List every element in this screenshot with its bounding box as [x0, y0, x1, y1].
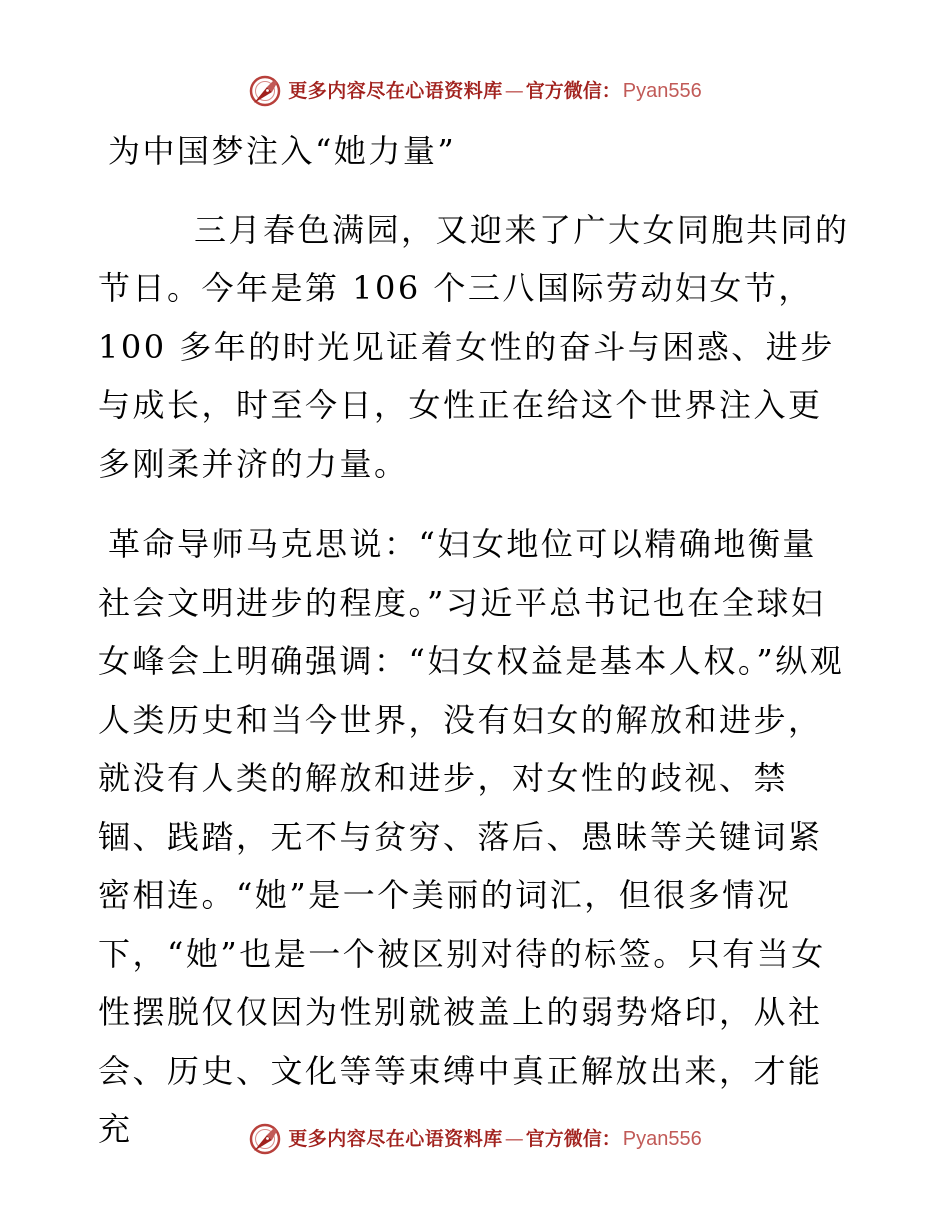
banner-separator: — — [504, 1127, 524, 1150]
header-watermark-banner — [0, 68, 950, 114]
pen-nib-logo-icon — [248, 1122, 282, 1156]
banner-wechat-id: Pyan556 — [622, 1128, 702, 1150]
banner-text — [288, 1129, 702, 1149]
banner-main-text: 更多内容尽在心语资料库 — [288, 79, 503, 102]
article-paragraph: 三月春色满园，又迎来了广大女同胞共同的节日。今年是第 106 个三八国际劳动妇女节，100 多年的时光见证着女性的奋斗与困惑、进步与成长，时至今日，女性正在给这个世界注入更多刚柔并济的力量。 — [98, 210, 850, 483]
pen-nib-logo-icon — [248, 74, 282, 108]
banner-wechat-label: 官方微信： — [525, 79, 621, 102]
article-paragraph: 革命导师马克思说：“妇女地位可以精确地衡量社会文明进步的程度。”习近平总书记也在全球妇女峰会上明确强调：“妇女权益是基本人权。”纵观人类历史和当今世界，没有妇女的解放和进步，就没有人类的解放和进步，对女性的歧视、禁锢、践踏，无不与贫穷、落后、愚昧等关键词紧密相连。“她”是一个美丽的词汇，但很多情况下，“她”也是一个被区别对待的标签。只有当女性摆脱仅仅因为性别就被盖上的弱势烙印，从社会、历史、文化等等束缚中真正解放出来，才能充 — [98, 525, 845, 1148]
footer-watermark-banner — [0, 1116, 950, 1162]
banner-main-text: 更多内容尽在心语资料库 — [288, 1127, 503, 1150]
banner-wechat-id: Pyan556 — [622, 80, 702, 102]
banner-text — [288, 81, 702, 101]
article-body — [98, 122, 850, 1159]
article-title: 为中国梦注入“她力量” — [108, 132, 457, 170]
banner-separator: — — [504, 79, 524, 102]
banner-wechat-label: 官方微信： — [525, 1127, 621, 1150]
